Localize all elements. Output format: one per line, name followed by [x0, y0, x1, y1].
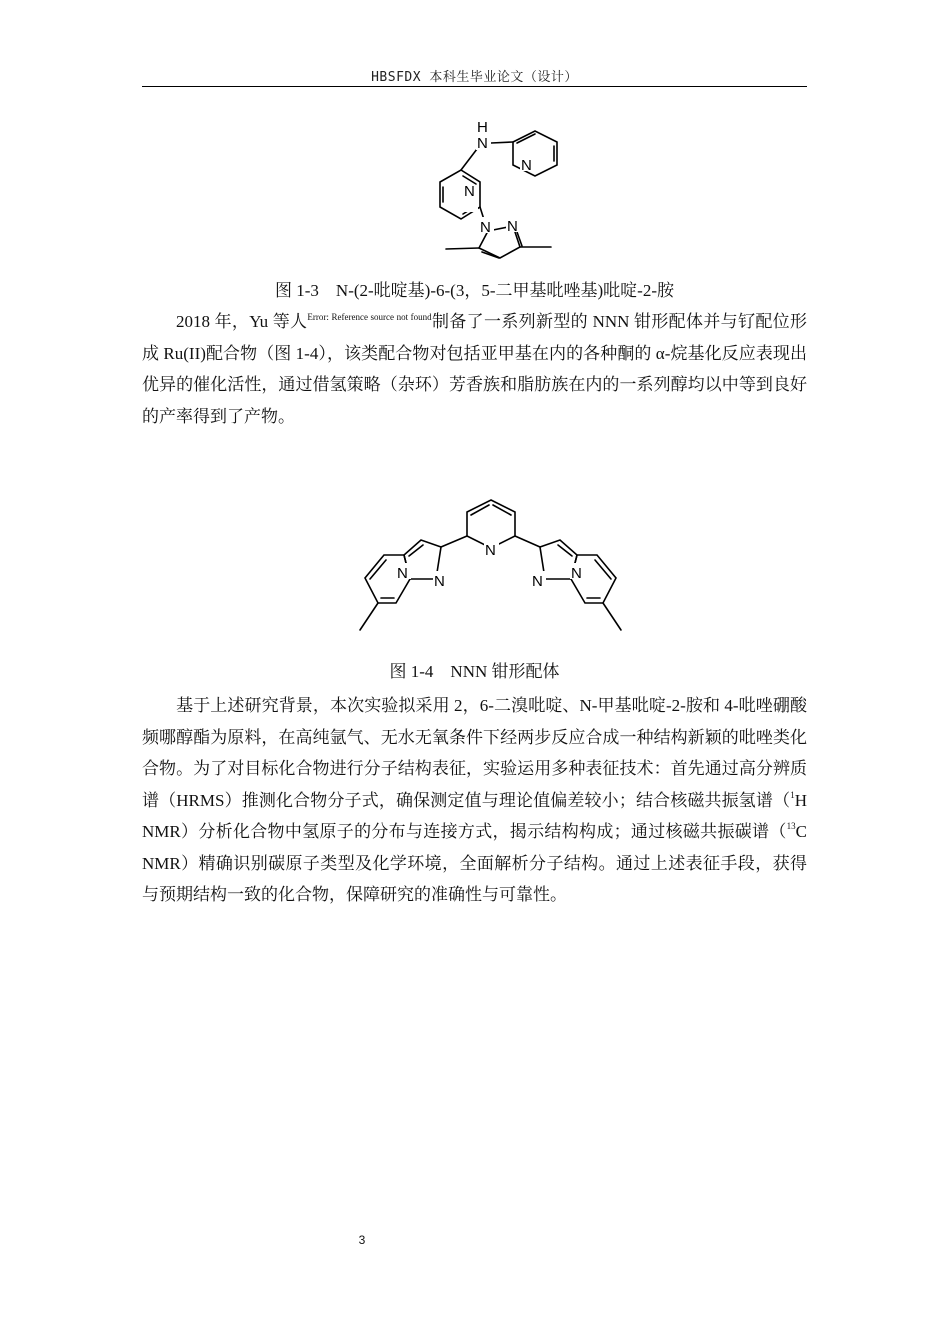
reference-error-note: Error: Reference source not found	[307, 312, 432, 322]
atom-label: N	[571, 565, 582, 582]
structure-1-4-svg	[350, 490, 630, 640]
atom-label: N	[507, 218, 518, 235]
superscript-1: 1	[790, 789, 795, 800]
paragraph-1	[142, 306, 807, 432]
atom-label: N	[521, 157, 532, 174]
paragraph-1-text-b: 制备了一系列新型的 NNN 钳形配体并与钌配位形成 Ru(II)配合物（图 1-4），该类配合物对包括亚甲基在内的各种酮的 α-烷基化反应表现出优异的催化活性，通过借氢策略（杂环）芳香族和脂肪族在内的一系列醇均以中等到良好的产率得到了产物。	[142, 312, 807, 426]
paragraph-2-text-b: H NMR）分析化合物中氢原子的分布与连接方式，揭示结构构成；通过核磁共振碳谱（	[142, 790, 807, 841]
figure-1-3-structure	[400, 110, 580, 262]
atom-label: N	[485, 542, 496, 559]
figure-1-3-caption: 图 1-3 N-(2-吡啶基)-6-(3，5-二甲基吡唑基)吡啶-2-胺	[275, 281, 674, 300]
figure-1-4-structure	[350, 490, 630, 640]
structure-1-3-svg	[400, 110, 580, 262]
atom-label: N	[480, 219, 491, 236]
atom-label: N	[464, 183, 475, 200]
paragraph-2	[142, 690, 807, 911]
page-number: 3	[358, 1233, 366, 1247]
superscript-13: 13	[786, 821, 796, 831]
page-header: HBSFDX 本科生毕业论文（设计）	[371, 70, 578, 85]
paragraph-1-text-a: 2018 年，Yu 等人	[176, 312, 308, 331]
atom-label: N	[532, 573, 543, 590]
figure-1-4-caption: 图 1-4 NNN 钳形配体	[389, 662, 560, 681]
paragraph-2-text-a: 基于上述研究背景，本次实验拟采用 2，6-二溴吡啶、N-甲基吡啶-2-胺和 4-吡唑硼酸频哪醇酯为原料，在高纯氩气、无水无氧条件下经两步反应合成一种结构新颖的吡唑类化合物。为了对目标化合物进行分子结构表征，实验运用多种表征技术：首先通过高分辨质谱（HRMS）推测化合物分子式，确保测定值与理论值偏差较小；结合核磁共振氢谱（	[142, 696, 807, 810]
atom-label: H	[477, 119, 488, 136]
atom-label: N	[477, 135, 488, 152]
atom-label: N	[397, 565, 408, 582]
atom-label: N	[434, 573, 445, 590]
paragraph-2-text-c: C NMR）精确识别碳原子类型及化学环境，全面解析分子结构。通过上述表征手段，获得与预期结构一致的化合物，保障研究的准确性与可靠性。	[142, 822, 807, 904]
header-rule	[142, 86, 807, 87]
